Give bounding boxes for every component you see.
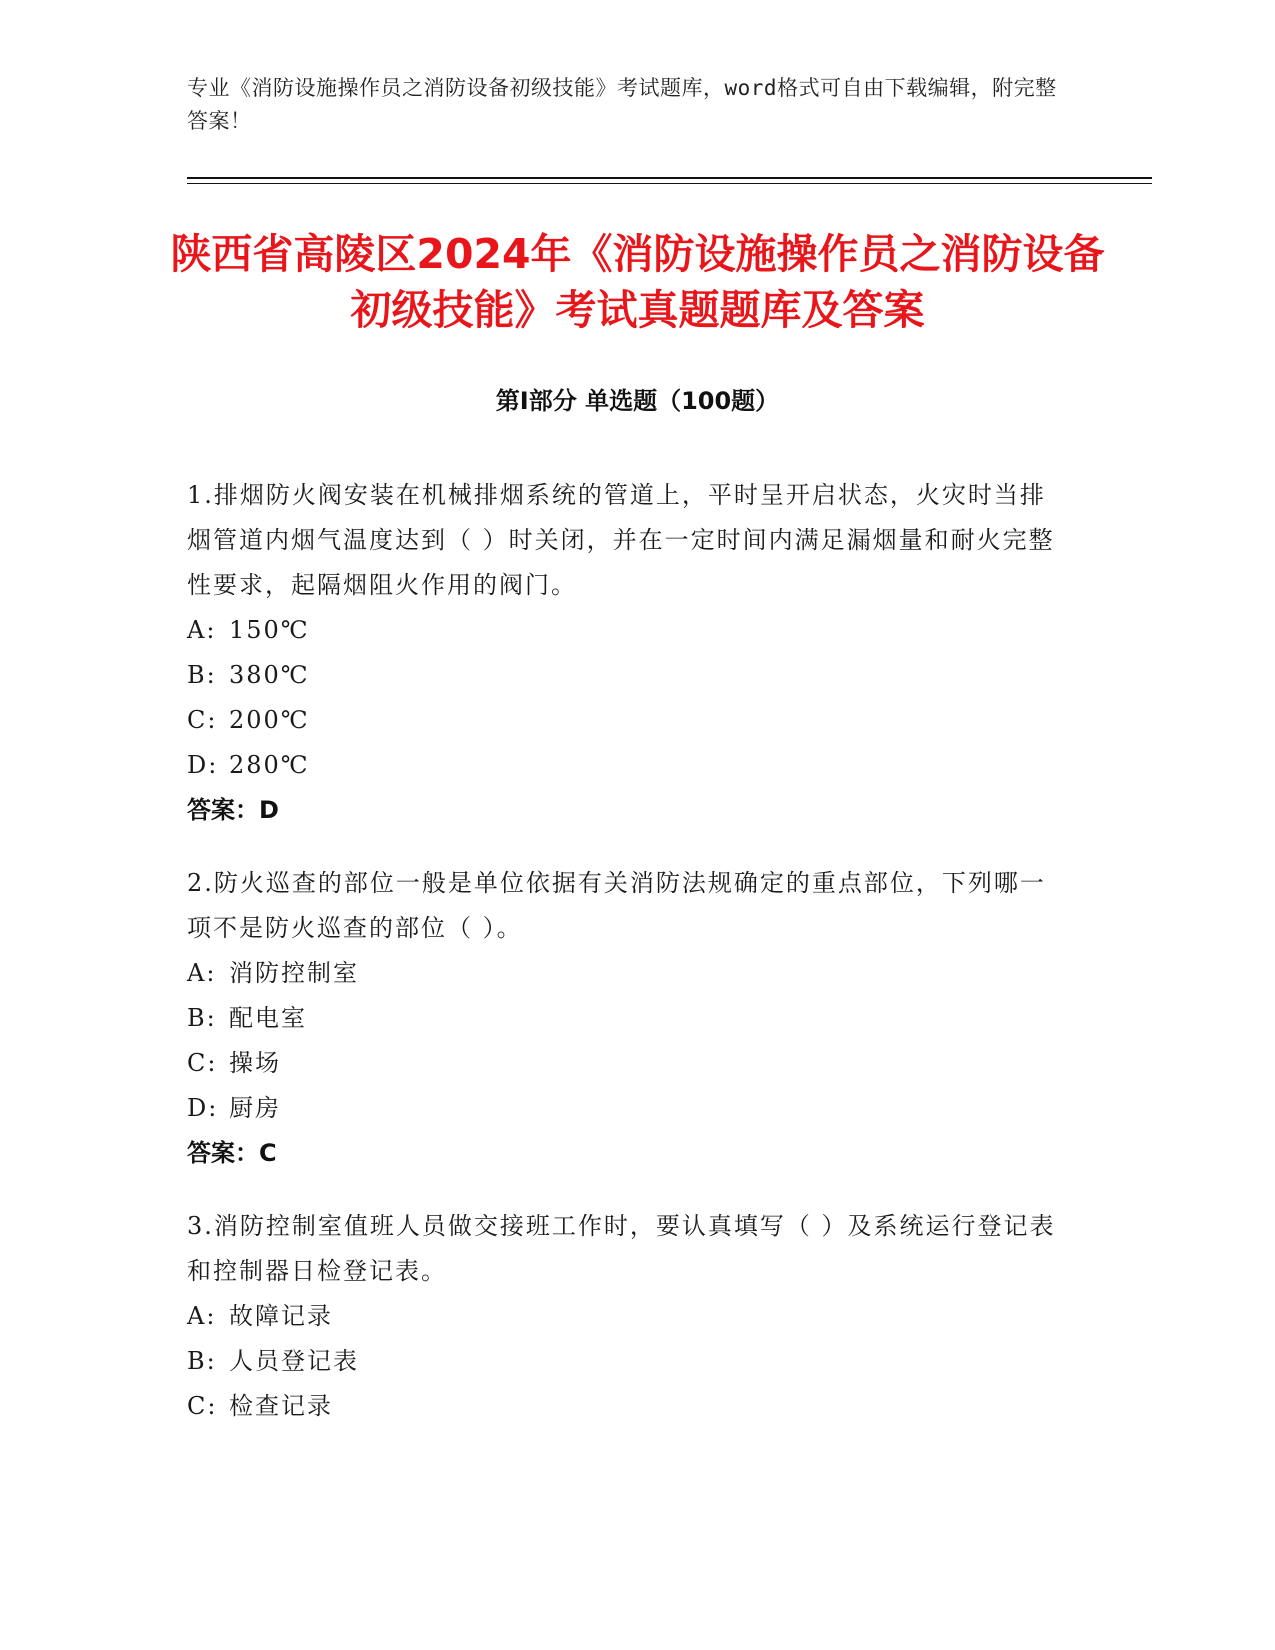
option-text: 厨房	[229, 1094, 281, 1122]
question-3	[187, 1204, 1067, 1429]
question-1	[187, 473, 1067, 833]
question-stem: 3.消防控制室值班人员做交接班工作时，要认真填写（ ）及系统运行登记表和控制器日检登记表。	[187, 1212, 1056, 1285]
header-divider-thin	[187, 183, 1152, 184]
option-b	[187, 1339, 1067, 1384]
option-key: A:	[187, 959, 217, 987]
question-list	[187, 473, 1067, 1457]
option-c	[187, 698, 1067, 743]
option-text: 150℃	[229, 616, 310, 644]
option-c	[187, 1384, 1067, 1429]
option-text: 280℃	[229, 751, 310, 779]
option-key: C:	[187, 706, 218, 734]
option-key: B:	[187, 1004, 217, 1032]
option-key: D:	[187, 1094, 219, 1122]
option-a	[187, 951, 1067, 996]
header-note: 专业《消防设施操作员之消防设备初级技能》考试题库，word格式可自由下载编辑，附完整答案！	[187, 76, 1057, 133]
option-text: 消防控制室	[229, 959, 359, 987]
option-b	[187, 996, 1067, 1041]
option-key: D:	[187, 751, 219, 779]
option-key: C:	[187, 1392, 218, 1420]
option-key: C:	[187, 1049, 218, 1077]
option-text: 操场	[229, 1049, 281, 1077]
option-a	[187, 1294, 1067, 1339]
option-text: 检查记录	[229, 1392, 333, 1420]
option-text: 故障记录	[229, 1302, 333, 1330]
question-stem: 1.排烟防火阀安装在机械排烟系统的管道上，平时呈开启状态，火灾时当排烟管道内烟气温度达到（ ）时关闭，并在一定时间内满足漏烟量和耐火完整性要求，起隔烟阻火作用的阀门。	[187, 481, 1055, 599]
section-title: 第Ⅰ部分 单选题（100题）	[495, 387, 780, 415]
option-key: B:	[187, 661, 217, 689]
option-a	[187, 608, 1067, 653]
option-d	[187, 743, 1067, 788]
question-2	[187, 861, 1067, 1176]
option-key: A:	[187, 1302, 217, 1330]
question-stem: 2.防火巡查的部位一般是单位依据有关消防法规确定的重点部位，下列哪一项不是防火巡查的部位（ ）。	[187, 869, 1046, 942]
option-text: 人员登记表	[229, 1347, 359, 1375]
option-text: 380℃	[229, 661, 310, 689]
answer: 答案：D	[187, 796, 279, 824]
option-text: 配电室	[229, 1004, 307, 1032]
option-key: B:	[187, 1347, 217, 1375]
option-text: 200℃	[229, 706, 310, 734]
option-c	[187, 1041, 1067, 1086]
document-title: 陕西省高陵区2024年《消防设施操作员之消防设备初级技能》考试真题题库及答案	[170, 230, 1105, 334]
answer: 答案：C	[187, 1139, 277, 1167]
option-b	[187, 653, 1067, 698]
header-divider-thick	[187, 177, 1152, 179]
option-key: A:	[187, 616, 217, 644]
option-d	[187, 1086, 1067, 1131]
